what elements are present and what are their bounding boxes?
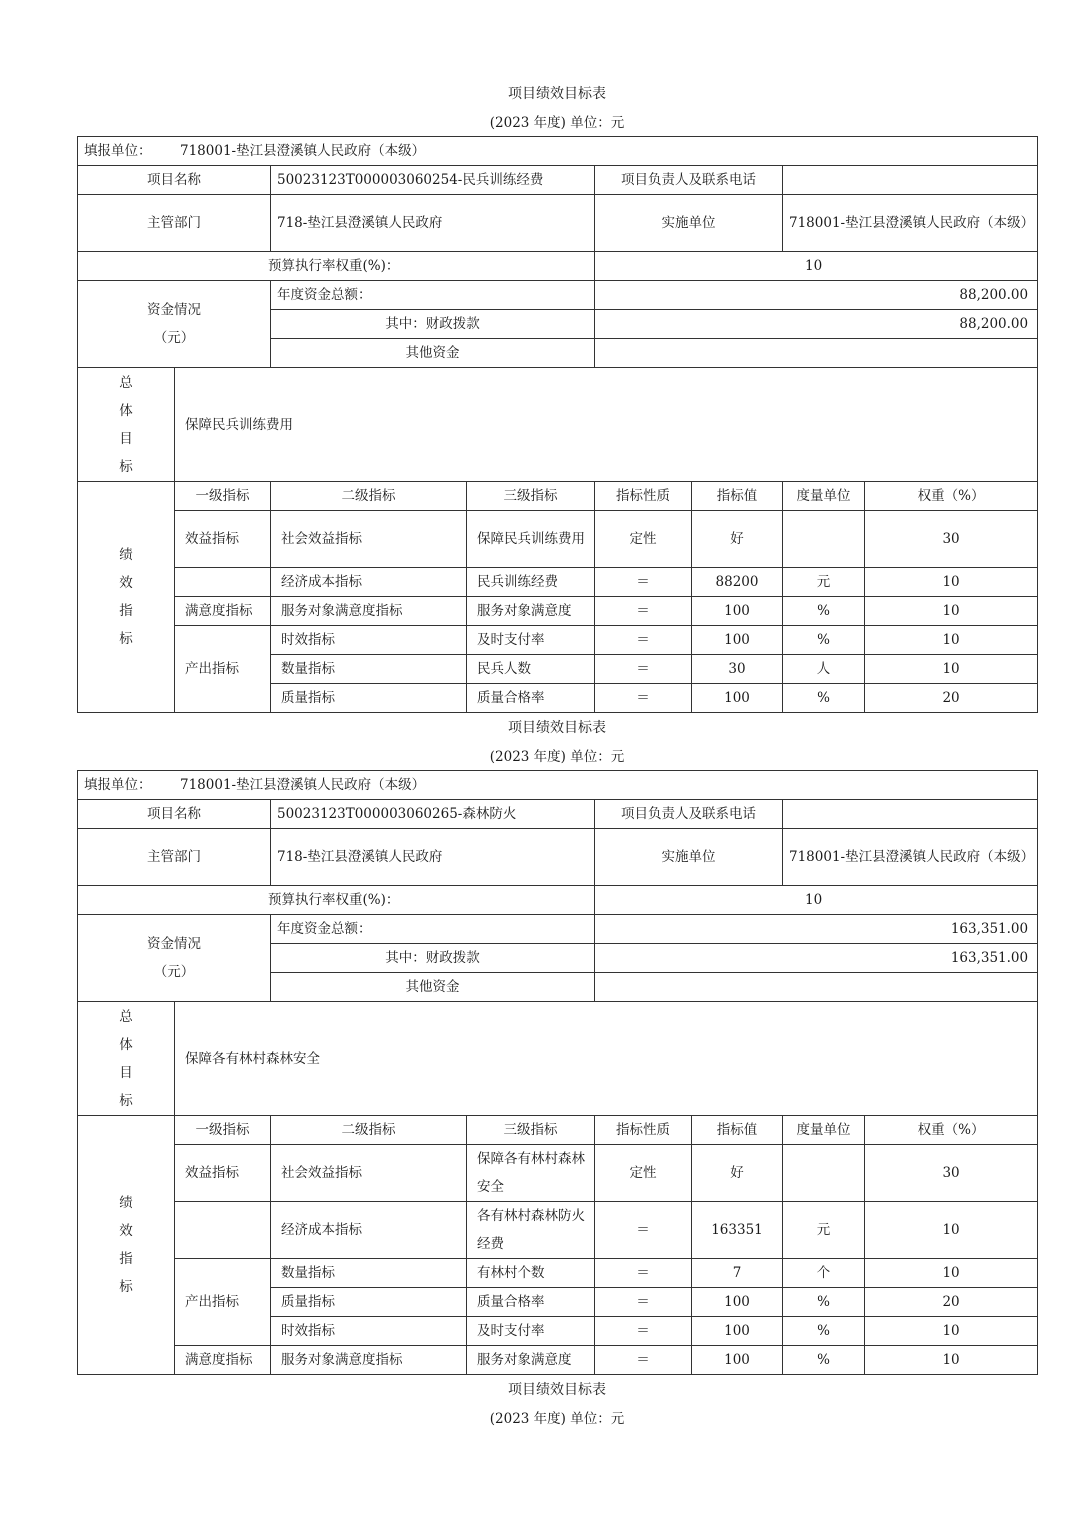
budget-weight-label — [78, 252, 595, 281]
cell-l1: 产出指标 — [175, 1259, 271, 1346]
project-name-value: 50023123T000003060265-森林防火 — [271, 800, 595, 829]
fill-unit-row — [78, 771, 1038, 800]
cell-nature: ＝ — [595, 568, 692, 597]
cell-nature: 定性 — [595, 511, 692, 568]
cell-l2: 质量指标 — [271, 684, 467, 713]
cell-l3: 质量合格率 — [467, 1288, 595, 1317]
cell-nature: ＝ — [595, 1346, 692, 1375]
goal-label-char: 标 — [119, 1092, 133, 1109]
cell-l2: 经济成本指标 — [271, 568, 467, 597]
header-l2: 二级指标 — [271, 1116, 467, 1145]
goal-label — [78, 1002, 175, 1116]
table-subtitle — [0, 746, 1074, 768]
cell-weight: 10 — [865, 1259, 1038, 1288]
header-l1: 一级指标 — [175, 1116, 271, 1145]
perf-label — [78, 1116, 175, 1375]
cell-value: 好 — [692, 511, 783, 568]
budget-weight-label-text: 预算执行率权重(%)： — [268, 258, 400, 274]
cell-weight: 30 — [865, 1145, 1038, 1202]
annual-total-label: 年度资金总额： — [271, 281, 595, 310]
cell-weight: 10 — [865, 597, 1038, 626]
dept-label: 主管部门 — [78, 829, 271, 886]
budget-weight-value-text: 10 — [805, 258, 823, 274]
header-nature: 指标性质 — [595, 482, 692, 511]
fill-unit-value: 718001-垫江县澄溪镇人民政府（本级） — [180, 143, 426, 159]
goal-label-char: 总 — [119, 1008, 133, 1025]
annual-total-label: 年度资金总额： — [271, 915, 595, 944]
fund-label — [78, 915, 271, 1002]
header-l3: 三级指标 — [467, 1116, 595, 1145]
budget-weight-value — [595, 252, 1038, 281]
cell-unit: % — [783, 626, 865, 655]
goal-label-char: 目 — [119, 430, 133, 447]
cell-value: 100 — [692, 597, 783, 626]
contact-label: 项目负责人及联系电话 — [595, 166, 783, 195]
dept-value: 718-垫江县澄溪镇人民政府 — [271, 195, 595, 252]
fill-unit-value: 718001-垫江县澄溪镇人民政府（本级） — [180, 777, 426, 793]
cell-l2: 社会效益指标 — [271, 511, 467, 568]
cell-unit: 元 — [783, 568, 865, 597]
currency-unit-label: 单位：元 — [570, 1411, 625, 1427]
budget-weight-value — [595, 886, 1038, 915]
contact-value — [783, 800, 1038, 829]
cell-l3: 各有林村森林防火经费 — [467, 1202, 595, 1259]
cell-l3: 服务对象满意度 — [467, 1346, 595, 1375]
cell-l3: 质量合格率 — [467, 684, 595, 713]
table-row — [78, 1202, 1038, 1259]
fill-unit-row — [78, 137, 1038, 166]
cell-weight: 20 — [865, 684, 1038, 713]
cell-nature: ＝ — [595, 655, 692, 684]
perf-label-char: 效 — [119, 1223, 133, 1239]
year-label: (2023 年度) — [489, 749, 566, 765]
cell-weight: 10 — [865, 626, 1038, 655]
currency-unit-label: 单位：元 — [570, 115, 625, 131]
cell-unit: % — [783, 597, 865, 626]
cell-l2: 时效指标 — [271, 626, 467, 655]
cell-weight: 10 — [865, 655, 1038, 684]
project-name-label: 项目名称 — [78, 166, 271, 195]
perf-label-char: 效 — [119, 575, 133, 591]
impl-value: 718001-垫江县澄溪镇人民政府（本级） — [783, 829, 1038, 886]
cell-nature: ＝ — [595, 626, 692, 655]
header-unit: 度量单位 — [783, 1116, 865, 1145]
perf-label-char: 指 — [119, 603, 133, 619]
year-label: (2023 年度) — [489, 1411, 566, 1427]
cell-l1 — [175, 1202, 271, 1259]
cell-unit: % — [783, 684, 865, 713]
goal-label-char: 总 — [119, 374, 133, 391]
header-l3: 三级指标 — [467, 482, 595, 511]
cell-weight: 10 — [865, 1317, 1038, 1346]
impl-value: 718001-垫江县澄溪镇人民政府（本级） — [783, 195, 1038, 252]
header-value: 指标值 — [692, 482, 783, 511]
budget-weight-value-text: 10 — [805, 892, 823, 908]
table-row — [78, 511, 1038, 568]
cell-l3: 及时支付率 — [467, 1317, 595, 1346]
cell-value: 88200 — [692, 568, 783, 597]
cell-l2: 数量指标 — [271, 1259, 467, 1288]
goal-label-char: 体 — [119, 1036, 133, 1053]
fund-label-line2: （元） — [153, 964, 195, 980]
dept-value: 718-垫江县澄溪镇人民政府 — [271, 829, 595, 886]
cell-unit: % — [783, 1317, 865, 1346]
perf-label-char: 标 — [119, 1279, 133, 1295]
table-title: 项目绩效目标表 — [508, 1382, 606, 1398]
cell-value: 7 — [692, 1259, 783, 1288]
header-unit: 度量单位 — [783, 482, 865, 511]
perf-label — [78, 482, 175, 713]
cell-nature: ＝ — [595, 597, 692, 626]
fiscal-value: 163,351.00 — [595, 944, 1038, 973]
header-weight: 权重（%） — [865, 1116, 1038, 1145]
other-fund-label: 其他资金 — [271, 973, 595, 1002]
table-row — [78, 568, 1038, 597]
annual-total-value: 163,351.00 — [595, 915, 1038, 944]
cell-l3: 保障各有林村森林安全 — [467, 1145, 595, 1202]
header-l1: 一级指标 — [175, 482, 271, 511]
cell-l2: 服务对象满意度指标 — [271, 1346, 467, 1375]
cell-l1: 效益指标 — [175, 1145, 271, 1202]
budget-weight-label — [78, 886, 595, 915]
cell-value: 30 — [692, 655, 783, 684]
cell-l2: 服务对象满意度指标 — [271, 597, 467, 626]
header-value: 指标值 — [692, 1116, 783, 1145]
table-title: 项目绩效目标表 — [508, 86, 606, 102]
fund-label-line1: 资金情况 — [147, 302, 201, 318]
table-row — [78, 1259, 1038, 1288]
cell-nature: ＝ — [595, 1202, 692, 1259]
contact-label: 项目负责人及联系电话 — [595, 800, 783, 829]
table-row — [78, 1145, 1038, 1202]
project-name-value: 50023123T000003060254-民兵训练经费 — [271, 166, 595, 195]
cell-l3: 及时支付率 — [467, 626, 595, 655]
cell-l1: 效益指标 — [175, 511, 271, 568]
annual-total-value: 88,200.00 — [595, 281, 1038, 310]
fill-unit-label: 填报单位： — [84, 143, 152, 159]
cell-unit: 人 — [783, 655, 865, 684]
goal-label-char: 标 — [119, 458, 133, 475]
other-fund-value — [595, 339, 1038, 368]
cell-nature: ＝ — [595, 684, 692, 713]
cell-weight: 10 — [865, 568, 1038, 597]
cell-nature: 定性 — [595, 1145, 692, 1202]
cell-value: 100 — [692, 1317, 783, 1346]
header-l2: 二级指标 — [271, 482, 467, 511]
goal-label-char: 目 — [119, 1064, 133, 1081]
perf-label-char: 标 — [119, 631, 133, 647]
goal-label — [78, 368, 175, 482]
cell-l3: 有林村个数 — [467, 1259, 595, 1288]
dept-label: 主管部门 — [78, 195, 271, 252]
cell-nature: ＝ — [595, 1259, 692, 1288]
other-fund-value — [595, 973, 1038, 1002]
performance-table — [77, 136, 1038, 713]
cell-weight: 30 — [865, 511, 1038, 568]
cell-unit — [783, 511, 865, 568]
cell-l3: 民兵训练经费 — [467, 568, 595, 597]
table-subtitle — [0, 1408, 1074, 1430]
table-row — [78, 1346, 1038, 1375]
goal-label-char: 体 — [119, 402, 133, 419]
contact-value — [783, 166, 1038, 195]
cell-nature: ＝ — [595, 1317, 692, 1346]
cell-l2: 质量指标 — [271, 1288, 467, 1317]
cell-weight: 20 — [865, 1288, 1038, 1317]
cell-unit: % — [783, 1346, 865, 1375]
impl-label: 实施单位 — [595, 829, 783, 886]
cell-unit: % — [783, 1288, 865, 1317]
cell-l1: 满意度指标 — [175, 597, 271, 626]
table-subtitle — [0, 112, 1074, 134]
cell-l2: 数量指标 — [271, 655, 467, 684]
cell-l2: 时效指标 — [271, 1317, 467, 1346]
cell-l2: 社会效益指标 — [271, 1145, 467, 1202]
year-label: (2023 年度) — [489, 115, 566, 131]
cell-l2: 经济成本指标 — [271, 1202, 467, 1259]
perf-label-char: 绩 — [119, 547, 133, 563]
project-name-label: 项目名称 — [78, 800, 271, 829]
cell-value: 163351 — [692, 1202, 783, 1259]
performance-table — [77, 770, 1038, 1375]
table-row — [78, 626, 1038, 655]
impl-label: 实施单位 — [595, 195, 783, 252]
other-fund-label: 其他资金 — [271, 339, 595, 368]
cell-l3: 民兵人数 — [467, 655, 595, 684]
cell-value: 好 — [692, 1145, 783, 1202]
cell-value: 100 — [692, 684, 783, 713]
header-nature: 指标性质 — [595, 1116, 692, 1145]
perf-label-char: 绩 — [119, 1195, 133, 1211]
fill-unit-label: 填报单位： — [84, 777, 152, 793]
cell-value: 100 — [692, 626, 783, 655]
fiscal-value: 88,200.00 — [595, 310, 1038, 339]
perf-label-char: 指 — [119, 1251, 133, 1267]
fund-label-line2: （元） — [153, 330, 195, 346]
cell-l1: 产出指标 — [175, 626, 271, 713]
cell-value: 100 — [692, 1346, 783, 1375]
cell-unit — [783, 1145, 865, 1202]
fund-label-line1: 资金情况 — [147, 936, 201, 952]
cell-unit: 个 — [783, 1259, 865, 1288]
cell-l3: 保障民兵训练费用 — [467, 511, 595, 568]
table-row — [78, 597, 1038, 626]
fiscal-label: 其中：财政拨款 — [271, 944, 595, 973]
cell-weight: 10 — [865, 1202, 1038, 1259]
header-weight: 权重（%） — [865, 482, 1038, 511]
budget-weight-label-text: 预算执行率权重(%)： — [268, 892, 400, 908]
goal-value: 保障各有林村森林安全 — [175, 1002, 1038, 1116]
cell-unit: 元 — [783, 1202, 865, 1259]
cell-nature: ＝ — [595, 1288, 692, 1317]
cell-weight: 10 — [865, 1346, 1038, 1375]
cell-value: 100 — [692, 1288, 783, 1317]
goal-value: 保障民兵训练费用 — [175, 368, 1038, 482]
table-title: 项目绩效目标表 — [508, 720, 606, 736]
fiscal-label: 其中：财政拨款 — [271, 310, 595, 339]
cell-l1: 满意度指标 — [175, 1346, 271, 1375]
cell-l3: 服务对象满意度 — [467, 597, 595, 626]
fund-label — [78, 281, 271, 368]
cell-l1 — [175, 568, 271, 597]
currency-unit-label: 单位：元 — [570, 749, 625, 765]
